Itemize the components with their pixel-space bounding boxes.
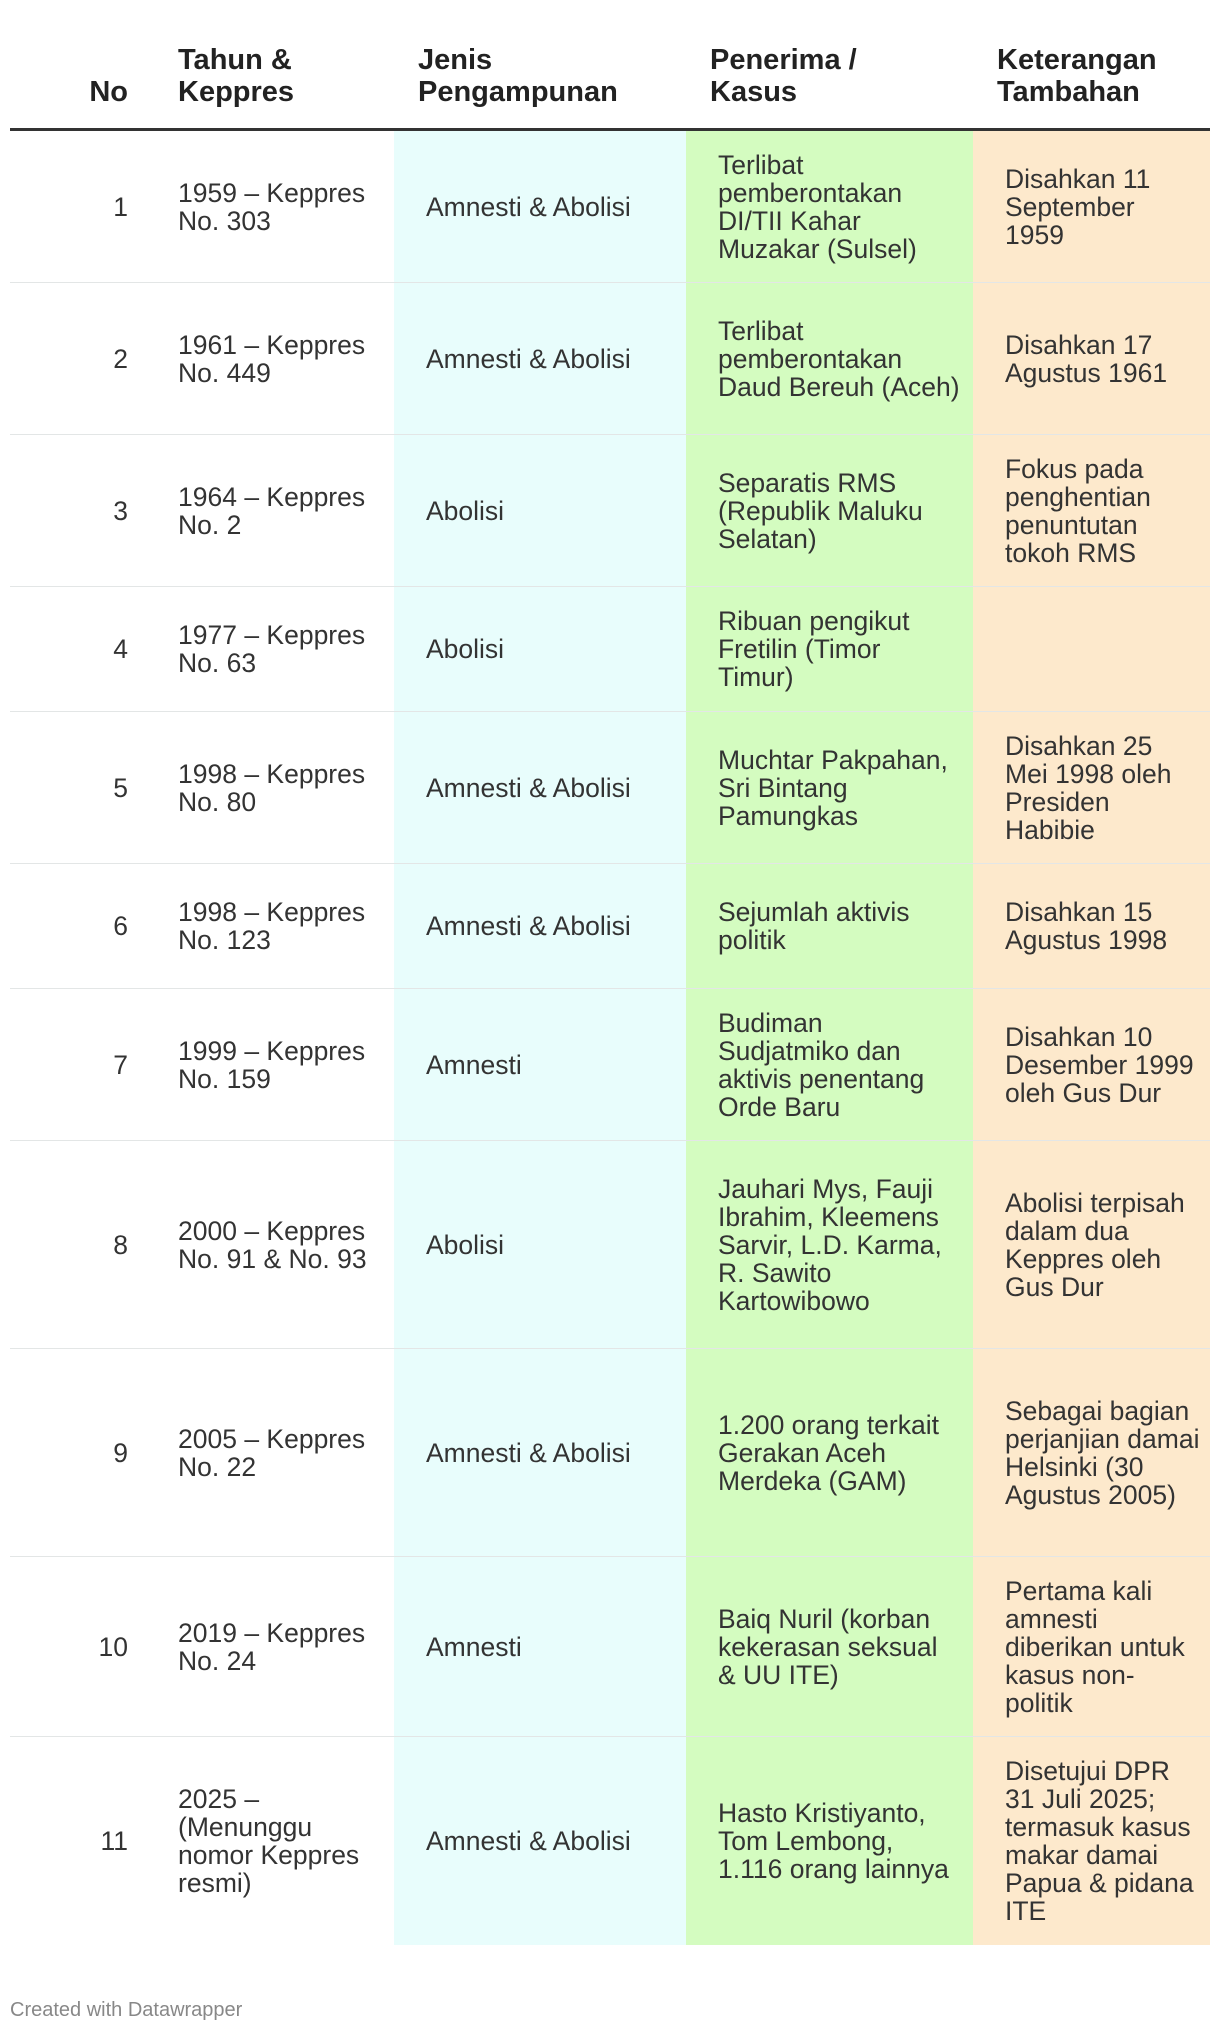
table-row bbox=[10, 712, 1210, 864]
header-penerima: Penerima / Kasus bbox=[686, 0, 973, 130]
cell-jenis: Amnesti bbox=[394, 989, 686, 1141]
cell-no: 8 bbox=[10, 1141, 154, 1349]
cell-tahun: 1998 – Keppres No. 123 bbox=[154, 864, 394, 989]
footer-credit: Created with Datawrapper bbox=[10, 1999, 243, 2021]
cell-jenis: Amnesti & Abolisi bbox=[394, 864, 686, 989]
cell-penerima: Jauhari Mys, Fauji Ibrahim, Kleemens Sarvir, L.D. Karma, R. Sawito Kartowibowo bbox=[686, 1141, 973, 1349]
amnesty-table bbox=[10, 0, 1210, 1945]
cell-no: 10 bbox=[10, 1557, 154, 1737]
table-row bbox=[10, 130, 1210, 283]
cell-keterangan: Disahkan 15 Agustus 1998 bbox=[973, 864, 1210, 989]
cell-penerima: Sejumlah aktivis politik bbox=[686, 864, 973, 989]
cell-keterangan: Disetujui DPR 31 Juli 2025; termasuk kasus makar damai Papua & pidana ITE bbox=[973, 1737, 1210, 1945]
table-row bbox=[10, 587, 1210, 712]
cell-penerima: Hasto Kristiyanto, Tom Lembong, 1.116 orang lainnya bbox=[686, 1737, 973, 1945]
header-tahun: Tahun & Keppres bbox=[154, 0, 394, 130]
table-row bbox=[10, 1349, 1210, 1557]
cell-keterangan: Disahkan 17 Agustus 1961 bbox=[973, 283, 1210, 435]
table-row bbox=[10, 1557, 1210, 1737]
cell-keterangan: Sebagai bagian perjanjian damai Helsinki (30 Agustus 2005) bbox=[973, 1349, 1210, 1557]
cell-penerima: Baiq Nuril (korban kekerasan seksual & UU ITE) bbox=[686, 1557, 973, 1737]
header-no: No bbox=[10, 0, 154, 130]
cell-tahun: 1999 – Keppres No. 159 bbox=[154, 989, 394, 1141]
cell-tahun: 1964 – Keppres No. 2 bbox=[154, 435, 394, 587]
cell-no: 7 bbox=[10, 989, 154, 1141]
cell-penerima: 1.200 orang terkait Gerakan Aceh Merdeka (GAM) bbox=[686, 1349, 973, 1557]
cell-keterangan: Abolisi terpisah dalam dua Keppres oleh Gus Dur bbox=[973, 1141, 1210, 1349]
table-row bbox=[10, 283, 1210, 435]
cell-no: 4 bbox=[10, 587, 154, 712]
cell-jenis: Abolisi bbox=[394, 1141, 686, 1349]
cell-jenis: Abolisi bbox=[394, 587, 686, 712]
cell-tahun: 1959 – Keppres No. 303 bbox=[154, 130, 394, 283]
cell-jenis: Amnesti & Abolisi bbox=[394, 1349, 686, 1557]
cell-penerima: Terlibat pemberontakan Daud Bereuh (Aceh) bbox=[686, 283, 973, 435]
cell-keterangan: Disahkan 11 September 1959 bbox=[973, 130, 1210, 283]
cell-penerima: Terlibat pemberontakan DI/TII Kahar Muzakar (Sulsel) bbox=[686, 130, 973, 283]
table-row bbox=[10, 435, 1210, 587]
cell-penerima: Separatis RMS (Republik Maluku Selatan) bbox=[686, 435, 973, 587]
cell-jenis: Amnesti & Abolisi bbox=[394, 1737, 686, 1945]
table-row bbox=[10, 1141, 1210, 1349]
header-jenis: Jenis Pengampunan bbox=[394, 0, 686, 130]
cell-penerima: Muchtar Pakpahan, Sri Bintang Pamungkas bbox=[686, 712, 973, 864]
cell-no: 5 bbox=[10, 712, 154, 864]
cell-penerima: Budiman Sudjatmiko dan aktivis penentang Orde Baru bbox=[686, 989, 973, 1141]
cell-tahun: 2019 – Keppres No. 24 bbox=[154, 1557, 394, 1737]
cell-tahun: 2000 – Keppres No. 91 & No. 93 bbox=[154, 1141, 394, 1349]
header-keterangan: Keterangan Tambahan bbox=[973, 0, 1210, 130]
cell-no: 1 bbox=[10, 130, 154, 283]
table-row bbox=[10, 989, 1210, 1141]
table-container bbox=[10, 0, 1210, 1945]
cell-jenis: Abolisi bbox=[394, 435, 686, 587]
cell-penerima: Ribuan pengikut Fretilin (Timor Timur) bbox=[686, 587, 973, 712]
cell-tahun: 1998 – Keppres No. 80 bbox=[154, 712, 394, 864]
cell-keterangan: Fokus pada penghentian penuntutan tokoh RMS bbox=[973, 435, 1210, 587]
cell-no: 9 bbox=[10, 1349, 154, 1557]
cell-keterangan bbox=[973, 587, 1210, 712]
cell-no: 3 bbox=[10, 435, 154, 587]
cell-tahun: 2005 – Keppres No. 22 bbox=[154, 1349, 394, 1557]
cell-tahun: 1977 – Keppres No. 63 bbox=[154, 587, 394, 712]
cell-tahun: 2025 – (Menunggu nomor Keppres resmi) bbox=[178, 1783, 360, 1898]
cell-jenis: Amnesti & Abolisi bbox=[394, 712, 686, 864]
cell-jenis: Amnesti bbox=[394, 1557, 686, 1737]
cell-no: 6 bbox=[10, 864, 154, 989]
table-row bbox=[10, 1737, 1210, 1945]
cell-keterangan: Pertama kali amnesti diberikan untuk kasus non-politik bbox=[973, 1557, 1210, 1737]
cell-no: 2 bbox=[10, 283, 154, 435]
cell-no: 11 bbox=[100, 1825, 128, 1856]
cell-jenis: Amnesti & Abolisi bbox=[394, 283, 686, 435]
cell-jenis: Amnesti & Abolisi bbox=[394, 130, 686, 283]
cell-keterangan: Disahkan 25 Mei 1998 oleh Presiden Habibie bbox=[973, 712, 1210, 864]
table-row bbox=[10, 864, 1210, 989]
header-row bbox=[10, 0, 1210, 130]
cell-keterangan: Disahkan 10 Desember 1999 oleh Gus Dur bbox=[973, 989, 1210, 1141]
cell-tahun: 1961 – Keppres No. 449 bbox=[154, 283, 394, 435]
